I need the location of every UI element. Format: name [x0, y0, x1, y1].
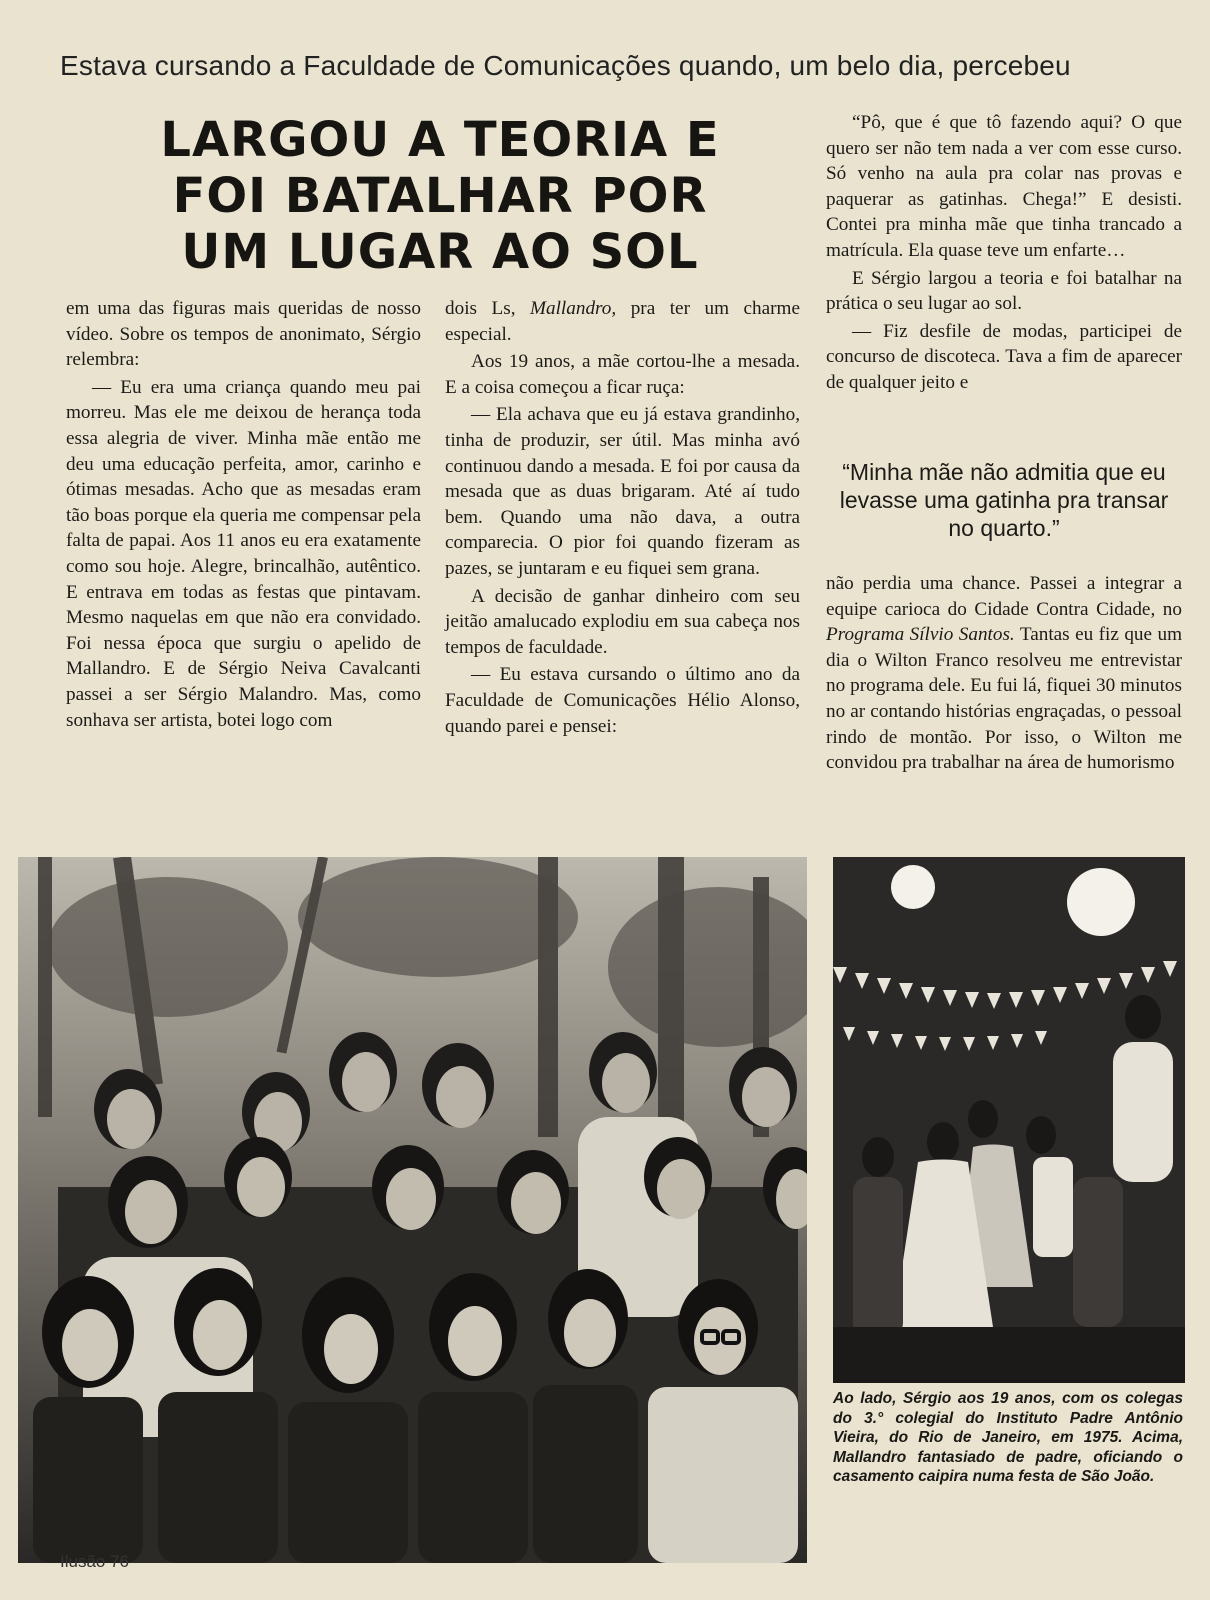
headline-line-3: UM LUGAR AO SOL [181, 224, 699, 280]
italic-program-name: Programa Sílvio Santos. [826, 624, 1015, 646]
group-photo-illustration [18, 857, 807, 1563]
headline-line-1: LARGOU A TEORIA E [160, 112, 720, 168]
text-span: Tantas eu fiz que um dia o Wilton Franco resolveu me entrevistar no programa dele. Eu fui lá, fiquei 30 minutos no ar contando histórias engraçadas, o pessoal rindo de montão. Por isso, o Wilton me convidou pra trabalhar na área de humorismo [826, 624, 1182, 774]
paragraph: Aos 19 anos, a mãe cortou-lhe a mesada. E a coisa começou a ficar ruça: [445, 351, 800, 398]
text-span: dois Ls, [445, 298, 531, 319]
paragraph: — Fiz desfile de modas, participei de concurso de discoteca. Tava a fim de aparecer de qualquer jeito e [826, 320, 1182, 393]
article-column-2 [445, 296, 800, 739]
text-span: não perdia uma chance. Passei a integrar a equipe carioca do Cidade Contra Cidade, no [826, 573, 1182, 620]
kicker-line: Estava cursando a Faculdade de Comunicações quando, um belo dia, percebeu [60, 50, 1071, 81]
page-folio: Ilusão 76 [60, 1552, 129, 1571]
paragraph: — Eu era uma criança quando meu pai morreu. Mas ele me deixou de herança toda essa alegria de viver. Minha mãe então me deu uma educação perfeita, amor, carinho e ótimas mesadas. Acho que as mesadas eram tão boas porque ela queria me compensar pela falta de papai. Aos 11 anos eu era exatamente como sou hoje. Alegre, brincalhão, autêntico. E entrava em todas as festas que pintavam. Mesmo naquelas em que não era convidado. Foi nessa época que surgiu o apelido de Mallandro. E de Sérgio Neiva Cavalcanti passei a ser Sérgio Malandro. Mas, como sonhava ser artista, botei logo com [66, 376, 421, 731]
paragraph: em uma das figuras mais queridas de nosso vídeo. Sobre os tempos de anonimato, Sérgio relembra: [66, 298, 421, 371]
paragraph: — Eu estava cursando o último ano da Faculdade de Comunicações Hélio Alonso, quando parei e pensei: [445, 664, 800, 737]
paragraph: A decisão de ganhar dinheiro com seu jeitão amalucado explodiu em sua cabeça nos tempos de faculdade. [445, 585, 800, 658]
paragraph: “Pô, que é que tô fazendo aqui? O que quero ser não tem nada a ver com esse curso. Só venho na aula pra colar nas provas e paquerar as gatinhas. Chega!” E desisti. Contei pra minha mãe que tinha trancado a matrícula. Ela quase teve um enfarte… [826, 112, 1182, 261]
article-column-3-bottom [826, 571, 1182, 776]
article-column-3-top [826, 110, 1182, 396]
headline [95, 112, 785, 280]
paragraph: — Ela achava que eu já estava grandinho, tinha de produzir, ser útil. Mas minha avó continuou dando a mesada. E foi por causa da mesada que as duas brigaram. Até aí tudo bem. Quando uma não dava, a outra comparecia. O pior foi quando fizeram as pazes, se juntaram e eu fiquei sem grana. [445, 404, 800, 579]
festa-junina-photo [833, 857, 1185, 1383]
photo-caption: Ao lado, Sérgio aos 19 anos, com os colegas do 3.° colegial do Instituto Padre Antônio Vieira, do Rio de Janeiro, em 1975. Acima, Mallandro fantasiado de padre, oficiando o casamento caipira numa festa de São João. [833, 1390, 1183, 1485]
paragraph [826, 571, 1182, 776]
headline-line-2: FOI BATALHAR POR [172, 168, 708, 224]
text-span: pra ter um charme especial. [445, 298, 800, 345]
pull-quote: “Minha mãe não admitia que eu levasse uma gatinha pra transar no quarto.” [839, 459, 1169, 541]
festa-junina-illustration [833, 857, 1185, 1383]
italic-name: Mallandro, [530, 298, 617, 319]
paragraph: E Sérgio largou a teoria e foi batalhar na prática o seu lugar ao sol. [826, 267, 1182, 315]
article-column-1 [66, 296, 421, 733]
group-photo [18, 857, 807, 1563]
paragraph [445, 296, 800, 347]
